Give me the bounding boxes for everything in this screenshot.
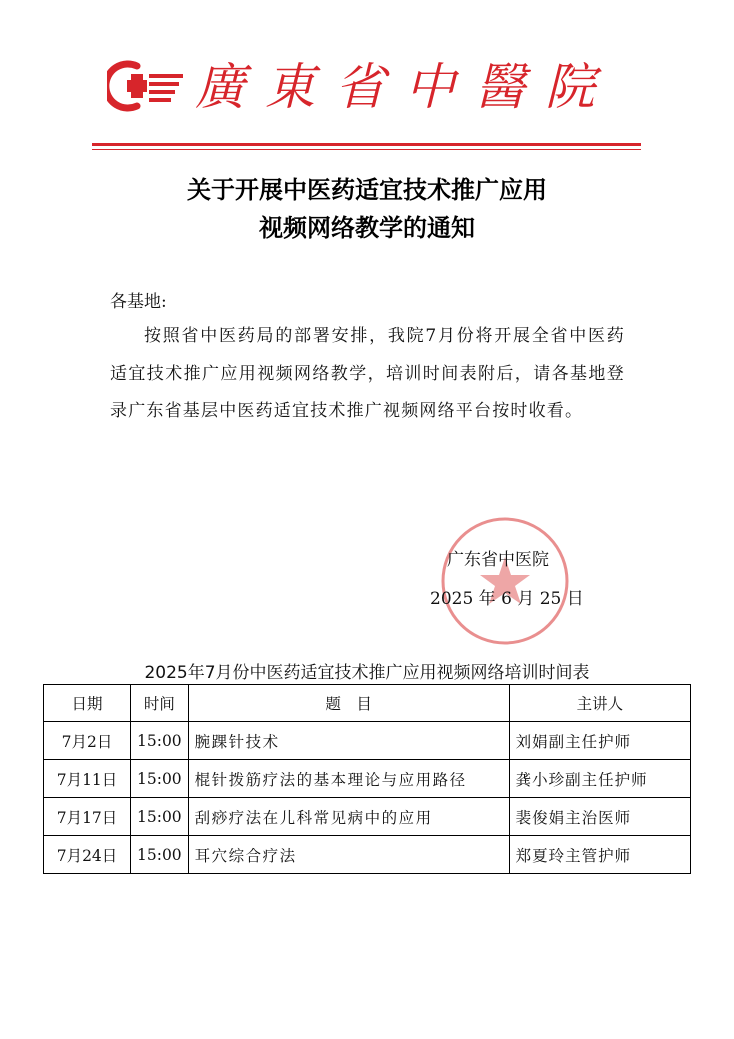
header-topic: 题 目 <box>188 685 509 722</box>
hospital-cross-logo-icon <box>107 60 185 112</box>
letterhead-rule-thick <box>92 143 641 146</box>
cell-date: 7月2日 <box>44 722 131 760</box>
body-paragraph: 按照省中医药局的部署安排，我院7月份将开展全省中医药适宜技术推广应用视频网络教学，培训时间表附后，请各基地登录广东省基层中医药适宜技术推广视频网络平台按时收看。 <box>110 326 625 421</box>
header-speaker: 主讲人 <box>509 685 690 722</box>
notice-title-line2: 视频网络教学的通知 <box>259 213 475 242</box>
cell-date: 7月24日 <box>44 836 131 874</box>
schedule-table <box>43 684 691 874</box>
table-row <box>44 836 691 874</box>
letterhead <box>95 52 640 122</box>
signature-date: 2025 年 6 月 25 日 <box>430 589 584 609</box>
table-row <box>44 798 691 836</box>
header-date: 日期 <box>44 685 131 722</box>
table-row <box>44 760 691 798</box>
cell-time: 15:00 <box>131 722 189 760</box>
cell-topic: 棍针拨筋疗法的基本理论与应用路径 <box>188 760 509 798</box>
salutation: 各基地: <box>110 292 167 312</box>
cell-time: 15:00 <box>131 760 189 798</box>
cell-topic: 耳穴综合疗法 <box>188 836 509 874</box>
cell-speaker: 裴俊娟主治医师 <box>509 798 690 836</box>
hospital-name: 廣東省中醫院 <box>195 58 615 116</box>
red-official-seal-icon <box>439 515 571 647</box>
cell-speaker: 郑夏玲主管护师 <box>509 836 690 874</box>
schedule-title: 2025年7月份中医药适宜技术推广应用视频网络培训时间表 <box>144 663 590 683</box>
table-header-row <box>44 685 691 722</box>
cell-topic: 刮痧疗法在儿科常见病中的应用 <box>188 798 509 836</box>
cell-time: 15:00 <box>131 798 189 836</box>
cell-speaker: 龚小珍副主任护师 <box>509 760 690 798</box>
cell-date: 7月11日 <box>44 760 131 798</box>
table-row <box>44 722 691 760</box>
header-time: 时间 <box>131 685 189 722</box>
cell-speaker: 刘娟副主任护师 <box>509 722 690 760</box>
cell-date: 7月17日 <box>44 798 131 836</box>
cell-topic: 腕踝针技术 <box>188 722 509 760</box>
letterhead-rule-thin <box>92 149 641 150</box>
cell-time: 15:00 <box>131 836 189 874</box>
notice-title-line1: 关于开展中医药适宜技术推广应用 <box>187 175 547 204</box>
signature-organization: 广东省中医院 <box>447 550 549 570</box>
